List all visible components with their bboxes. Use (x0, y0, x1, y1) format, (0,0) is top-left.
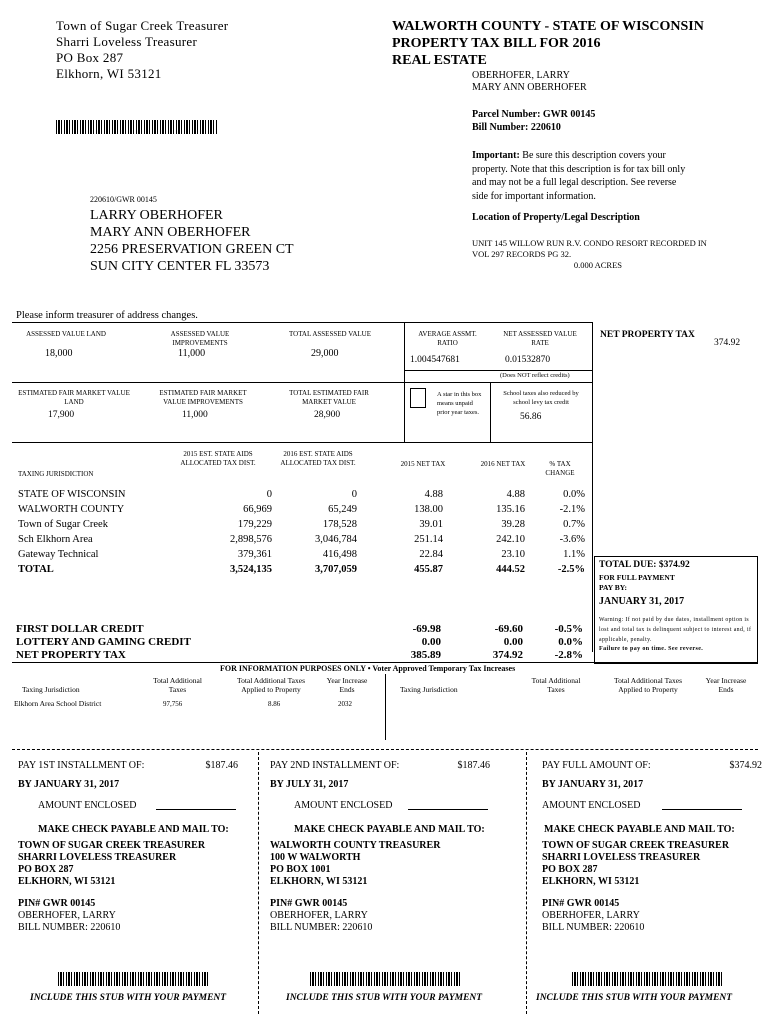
perforation (12, 749, 758, 750)
fair-impr: 11,000 (182, 410, 208, 420)
col-header: 2016 NET TAX (480, 460, 526, 468)
table-cell: 4.88 (506, 489, 525, 500)
payable-address (18, 840, 238, 888)
fair-land: 17,900 (48, 410, 75, 420)
due-by: BY JANUARY 31, 2017 (542, 779, 644, 790)
mail-line: SUN CITY CENTER FL 33573 (90, 259, 270, 274)
amount-enclosed-label: AMOUNT ENCLOSED (38, 800, 137, 811)
pay-row (270, 760, 490, 774)
credit-row (12, 648, 587, 661)
divider (12, 662, 758, 663)
table-cell: 22.84 (419, 549, 443, 560)
net-tax-label: NET PROPERTY TAX (600, 330, 695, 340)
mail-ref: 220610/GWR 00145 (90, 195, 157, 204)
fair-total: 28,900 (314, 410, 341, 420)
table-cell: -2.8% (554, 648, 583, 661)
pay-label: PAY 1ST INSTALLMENT OF: (18, 760, 145, 771)
parcel-number: Parcel Number: GWR 00145 (472, 109, 596, 120)
divider (404, 382, 405, 442)
table-cell: 39.28 (501, 519, 525, 530)
pay-row (18, 760, 238, 774)
ratio: 1.004547681 (410, 355, 460, 365)
voter-ends: 2032 (338, 700, 352, 708)
pay-by: PAY BY: (599, 583, 627, 592)
pay-label: PAY 2ND INSTALLMENT OF: (270, 760, 400, 771)
credits-note: (Does NOT reflect credits) (500, 372, 570, 379)
payable-heading: MAKE CHECK PAYABLE AND MAIL TO: (294, 824, 485, 835)
amount-enclosed-field[interactable] (662, 809, 742, 810)
legal-description (472, 238, 762, 271)
perforation (258, 752, 259, 1014)
amount-enclosed-row (270, 800, 490, 812)
include-stub-note: INCLUDE THIS STUB WITH YOUR PAYMENT (536, 993, 733, 1003)
stub-owner: OBERHOFER, LARRY (18, 910, 116, 921)
table-cell: 0 (266, 489, 272, 500)
table-cell: 135.16 (496, 504, 525, 515)
sender-line: Town of Sugar Creek Treasurer (56, 18, 229, 33)
stub-owner: OBERHOFER, LARRY (542, 910, 640, 921)
table-cell: 178,528 (322, 519, 357, 530)
important-note (472, 149, 694, 203)
voter-col: Total Additional Taxes Applied to Property (237, 676, 305, 694)
credit-row (12, 622, 587, 635)
sender-line: Sharri Loveless Treasurer (56, 34, 198, 49)
divider (592, 322, 593, 652)
table-cell: Gateway Technical (18, 549, 99, 560)
rate-label: NET ASSESSED VALUE RATE (503, 330, 577, 347)
table-cell: 3,707,059 (315, 564, 357, 575)
assessed-impr: 11,000 (178, 348, 206, 359)
payable-address (270, 840, 490, 888)
table-cell: 65,249 (328, 504, 357, 515)
table-cell: 0.0% (558, 635, 583, 648)
due-by: BY JANUARY 31, 2017 (18, 779, 120, 790)
table-cell: 1.1% (563, 549, 585, 560)
table-cell: 4.88 (424, 489, 443, 500)
table-row (14, 547, 589, 562)
total-row (14, 562, 589, 577)
table-row (14, 532, 589, 547)
amount-enclosed-label: AMOUNT ENCLOSED (294, 800, 393, 811)
total-due-box (594, 556, 758, 664)
mail-to-address (90, 207, 294, 275)
payable-heading: MAKE CHECK PAYABLE AND MAIL TO: (544, 824, 735, 835)
table-cell: 138.00 (414, 504, 443, 515)
star-note: A star in this box means unpaid prior year taxes. (437, 391, 482, 416)
table-cell: 2,898,576 (230, 534, 272, 545)
voter-col: Year Increase Ends (705, 676, 747, 694)
address-line: TOWN OF SUGAR CREEK TREASURER (18, 840, 206, 851)
barcode (310, 972, 460, 986)
col-header: TAXING JURISDICTION (18, 470, 94, 478)
divider (12, 382, 592, 383)
voter-col: Total Additional Taxes (153, 676, 202, 694)
table-cell: FIRST DOLLAR CREDIT (16, 622, 144, 635)
important-label: Important: (472, 150, 520, 161)
table-cell: 416,498 (322, 549, 357, 560)
school-credit: 56.86 (520, 412, 542, 422)
sender-line: PO Box 287 (56, 50, 124, 65)
assessed-land: 18,000 (45, 348, 73, 359)
table-cell: 3,524,135 (230, 564, 272, 575)
voter-applied: 8.86 (268, 700, 281, 708)
col-header: 2015 NET TAX (400, 460, 446, 468)
address-line: PO BOX 1001 (270, 864, 331, 875)
pin: PIN# GWR 00145 (270, 898, 348, 909)
stub-bill-number: BILL NUMBER: 220610 (542, 922, 645, 933)
payable-heading: MAKE CHECK PAYABLE AND MAIL TO: (38, 824, 229, 835)
voter-col: Taxing Jurisdiction (22, 685, 80, 694)
col-header: 2016 EST. STATE AIDS ALLOCATED TAX DIST. (280, 450, 356, 467)
mail-line: 2256 PRESERVATION GREEN CT (90, 242, 294, 257)
divider (490, 382, 491, 442)
title-line: PROPERTY TAX BILL FOR 2016 (392, 36, 601, 51)
owner-names (472, 70, 587, 94)
tax-table (14, 487, 589, 577)
important-text: Be sure this description covers your property. Note that this description is for tax bill only and may not be a full legal description. See reverse side for important information. (472, 150, 686, 202)
title-line: REAL ESTATE (392, 53, 487, 68)
amount-enclosed-field[interactable] (408, 809, 488, 810)
voter-col: Year Increase Ends (326, 676, 368, 694)
amount-enclosed-row (18, 800, 238, 812)
table-cell: WALWORTH COUNTY (18, 504, 125, 515)
amount-enclosed-row (542, 800, 762, 812)
due-date: JANUARY 31, 2017 (599, 596, 685, 607)
table-cell: LOTTERY AND GAMING CREDIT (16, 635, 191, 648)
acres: 0.000 ACRES (573, 260, 622, 270)
ratio-label: AVERAGE ASSMT. RATIO (418, 330, 477, 347)
voter-heading: FOR INFORMATION PURPOSES ONLY • Voter Approved Temporary Tax Increases (220, 664, 516, 673)
address-line: ELKHORN, WI 53121 (18, 876, 116, 887)
pay-amount: $187.46 (457, 760, 490, 771)
table-cell: -2.1% (559, 504, 585, 515)
table-cell: 66,969 (243, 504, 272, 515)
net-tax-value: 374.92 (714, 338, 741, 348)
divider (404, 370, 592, 371)
table-cell: 444.52 (496, 564, 525, 575)
address-line: SHARRI LOVELESS TREASURER (18, 852, 177, 863)
table-row (14, 517, 589, 532)
mail-line: MARY ANN OBERHOFER (90, 225, 251, 240)
address-line: ELKHORN, WI 53121 (270, 876, 368, 887)
table-cell: 379,361 (237, 549, 272, 560)
table-cell: 0.0% (563, 489, 585, 500)
table-cell: 179,229 (237, 519, 272, 530)
total-due: TOTAL DUE: $374.92 (599, 560, 690, 570)
mail-line: LARRY OBERHOFER (90, 208, 223, 223)
full-payment: FOR FULL PAYMENT (599, 573, 675, 582)
table-cell: 0.00 (503, 635, 523, 648)
assessed-total-label: TOTAL ASSESSED VALUE (288, 330, 372, 338)
assessed-impr-label: ASSESSED VALUE IMPROVEMENTS (170, 330, 230, 347)
include-stub-note: INCLUDE THIS STUB WITH YOUR PAYMENT (286, 993, 483, 1003)
legal-line: VOL 297 RECORDS PG 32. (472, 249, 572, 259)
divider (385, 674, 386, 740)
due-by: BY JULY 31, 2017 (270, 779, 349, 790)
school-credit-label: School taxes also reduced by school levy tax credit (503, 390, 579, 406)
fair-impr-label: ESTIMATED FAIR MARKET VALUE IMPROVEMENTS (159, 389, 247, 406)
table-cell: -0.5% (554, 622, 583, 635)
address-line: TOWN OF SUGAR CREEK TREASURER (542, 840, 730, 851)
table-cell: Town of Sugar Creek (18, 519, 108, 530)
table-cell: -69.60 (494, 622, 523, 635)
table-row (14, 502, 589, 517)
table-cell: 385.89 (410, 648, 441, 661)
pay-row (542, 760, 762, 774)
credit-row (12, 635, 587, 648)
table-cell: 0.7% (563, 519, 585, 530)
table-cell: 251.14 (414, 534, 443, 545)
table-cell: -2.5% (557, 564, 585, 575)
table-cell: 374.92 (492, 648, 523, 661)
voter-col: Total Additional Taxes Applied to Property (614, 676, 682, 694)
location-heading: Location of Property/Legal Description (472, 212, 640, 223)
table-cell: 0.00 (421, 635, 441, 648)
star-box (410, 388, 426, 408)
parcel-info (472, 108, 595, 134)
bill-title (392, 18, 704, 69)
fair-land-label: ESTIMATED FAIR MARKET VALUE LAND (18, 389, 130, 406)
voter-col: Total Additional Taxes (531, 676, 581, 694)
stub-owner: OBERHOFER, LARRY (270, 910, 368, 921)
address-change-notice: Please inform treasurer of address changes. (16, 310, 198, 321)
payment-stub (18, 760, 238, 1003)
table-cell: 242.10 (496, 534, 525, 545)
fair-total-label: TOTAL ESTIMATED FAIR MARKET VALUE (289, 389, 369, 406)
address-line: PO BOX 287 (542, 864, 598, 875)
owner-name: OBERHOFER, LARRY (472, 70, 570, 81)
sender-address (56, 18, 228, 82)
credit-table (12, 622, 587, 661)
amount-enclosed-field[interactable] (156, 809, 236, 810)
col-header: 2015 EST. STATE AIDS ALLOCATED TAX DIST. (180, 450, 256, 467)
perforation (526, 752, 527, 1014)
address-line: ELKHORN, WI 53121 (542, 876, 640, 887)
pay-label: PAY FULL AMOUNT OF: (542, 760, 651, 771)
divider (404, 322, 405, 382)
table-cell: -3.6% (559, 534, 585, 545)
col-header: % TAX CHANGE (545, 460, 575, 477)
assessed-total: 29,000 (311, 348, 339, 359)
legal-line: UNIT 145 WILLOW RUN R.V. CONDO RESORT RECORDED IN (472, 238, 707, 248)
pay-amount: $187.46 (205, 760, 238, 771)
table-cell: 23.10 (501, 549, 525, 560)
bill-number: Bill Number: 220610 (472, 122, 561, 133)
sender-line: Elkhorn, WI 53121 (56, 66, 162, 81)
title-line: WALWORTH COUNTY - STATE OF WISCONSIN (392, 19, 704, 34)
include-stub-note: INCLUDE THIS STUB WITH YOUR PAYMENT (30, 993, 227, 1003)
table-row (14, 487, 589, 502)
warning: Warning: If not paid by due dates, installment option is lost and total tax is delinquent subject to interest and, if applicable, penalty. (599, 617, 752, 643)
amount-enclosed-label: AMOUNT ENCLOSED (542, 800, 641, 811)
address-line: 100 W WALWORTH (270, 852, 361, 863)
voter-juris: Elkhorn Area School District (14, 699, 102, 708)
table-cell: 455.87 (414, 564, 443, 575)
table-cell: 39.01 (419, 519, 443, 530)
table-cell: 0 (351, 489, 357, 500)
stub-bill-number: BILL NUMBER: 220610 (18, 922, 121, 933)
table-cell: TOTAL (18, 564, 54, 575)
address-line: WALWORTH COUNTY TREASURER (270, 840, 441, 851)
table-cell: Sch Elkhorn Area (18, 534, 93, 545)
address-line: PO BOX 287 (18, 864, 74, 875)
barcode (56, 120, 218, 134)
stub-bill-number: BILL NUMBER: 220610 (270, 922, 373, 933)
voter-col: Taxing Jurisdiction (400, 685, 458, 694)
pin: PIN# GWR 00145 (542, 898, 620, 909)
pay-amount: $374.92 (729, 760, 762, 771)
table-cell: 3,046,784 (315, 534, 357, 545)
payment-stub (270, 760, 490, 1003)
address-line: SHARRI LOVELESS TREASURER (542, 852, 701, 863)
divider (12, 442, 592, 443)
table-cell: NET PROPERTY TAX (16, 648, 126, 661)
table-cell: STATE OF WISCONSIN (18, 489, 126, 500)
payable-address (542, 840, 762, 888)
owner-name: MARY ANN OBERHOFER (472, 82, 587, 93)
barcode (572, 972, 722, 986)
payment-stub (536, 760, 762, 1003)
voter-add: 97,756 (163, 700, 183, 708)
table-cell: -69.98 (412, 622, 441, 635)
rate: 0.01532870 (505, 355, 551, 365)
failure-note: Failure to pay on time. See reverse. (599, 646, 704, 652)
pin: PIN# GWR 00145 (18, 898, 96, 909)
barcode (58, 972, 208, 986)
assessed-land-label: ASSESSED VALUE LAND (26, 330, 106, 338)
